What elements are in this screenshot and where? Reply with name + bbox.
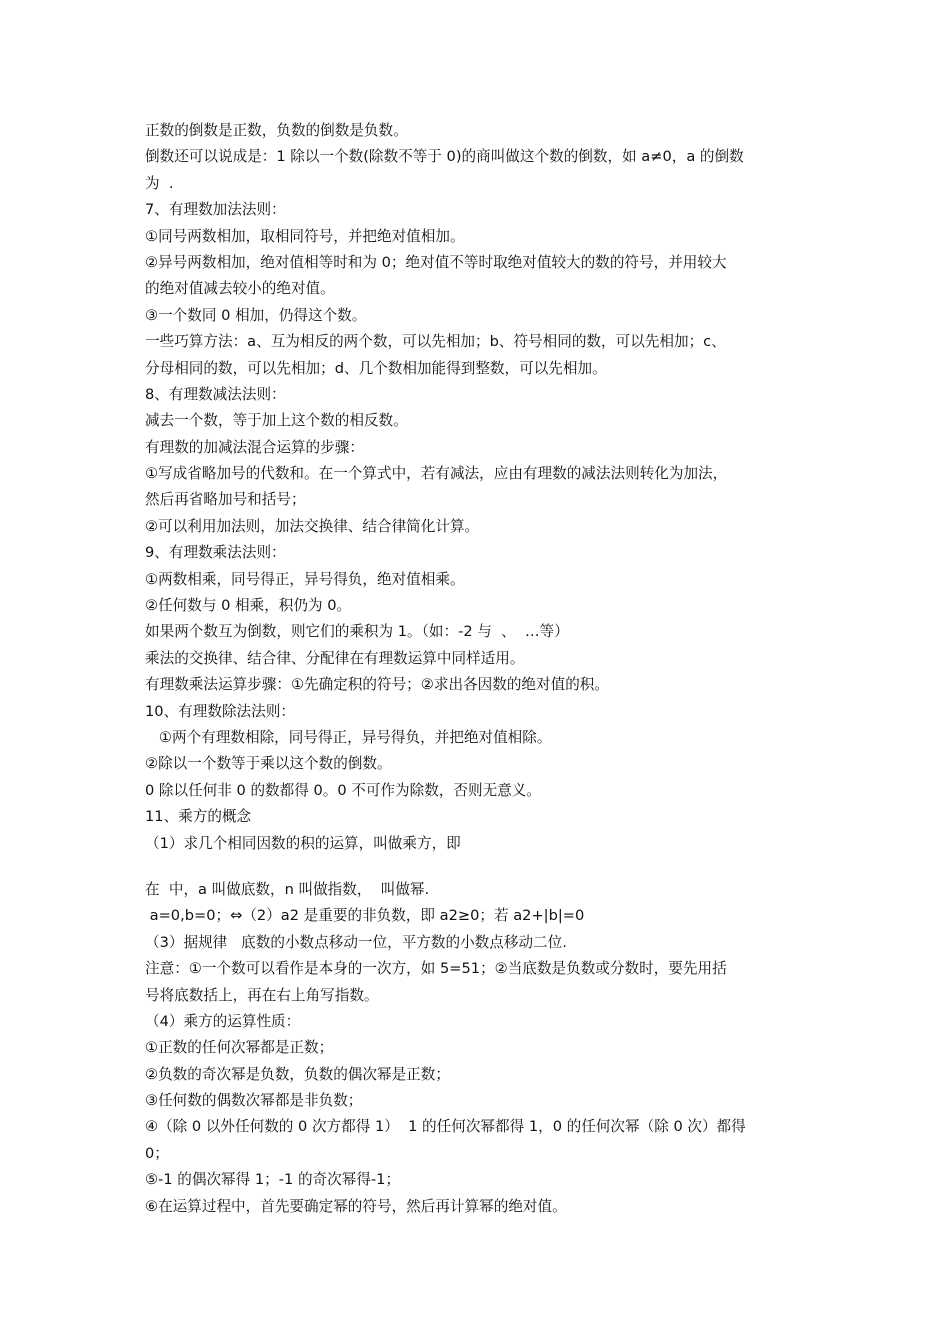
- section-heading: 10、有理数除法法则：: [145, 702, 295, 720]
- section-heading: 7、有理数加法法则：: [145, 201, 286, 219]
- section-heading: 8、有理数减法法则：: [145, 385, 286, 403]
- text-line: ②可以利用加法则，加法交换律、结合律简化计算。: [145, 517, 480, 535]
- text-line: 倒数还可以说成是：1 除以一个数(除数不等于 0)的商叫做这个数的倒数，如 a≠0，a 的倒数: [145, 148, 744, 166]
- text-line: ②任何数与 0 相乘，积仍为 0。: [145, 597, 352, 615]
- text-line: 分母相同的数，可以先相加；d、几个数相加能得到整数，可以先相加。: [145, 359, 607, 377]
- section-heading: 9、有理数乘法法则：: [145, 544, 286, 562]
- section-heading: 11、乘方的概念: [145, 808, 252, 826]
- text-line: 有理数的加减法混合运算的步骤：: [145, 438, 364, 456]
- text-line: 号将底数括上，再在右上角写指数。: [145, 986, 379, 1004]
- text-line: ④（除 0 以外任何数的 0 次方都得 1） 1 的任何次幂都得 1，0 的任何次幂（除 0 次）都得: [145, 1118, 746, 1136]
- document-body: [145, 118, 813, 1220]
- text-line: 0；: [145, 1144, 169, 1162]
- text-line: ①正数的任何次幂都是正数；: [145, 1039, 334, 1057]
- text-line: 0 除以任何非 0 的数都得 0。0 不可作为除数，否则无意义。: [145, 781, 541, 799]
- text-line: 如果两个数互为倒数，则它们的乘积为 1。（如：-2 与 、 …等）: [145, 623, 569, 641]
- text-line: ⑥在运算过程中，首先要确定幂的符号，然后再计算幂的绝对值。: [145, 1197, 567, 1215]
- text-line: ①两数相乘，同号得正，异号得负，绝对值相乘。: [145, 570, 465, 588]
- text-line: 的绝对值减去较小的绝对值。: [145, 280, 335, 298]
- text-line: 然后再省略加号和括号；: [145, 491, 306, 509]
- text-line: ②负数的奇次幂是负数，负数的偶次幂是正数；: [145, 1065, 450, 1083]
- text-line: 减去一个数，等于加上这个数的相反数。: [145, 412, 408, 430]
- text-line: ①同号两数相加，取相同符号，并把绝对值相加。: [145, 227, 465, 245]
- text-line: ②异号两数相加，绝对值相等时和为 0；绝对值不等时取绝对值较大的数的符号，并用较大: [145, 253, 727, 271]
- text-line: ③一个数同 0 相加，仍得这个数。: [145, 306, 367, 324]
- blank-line: [145, 857, 813, 877]
- text-line: 注意：①一个数可以看作是本身的一次方，如 5=51；②当底数是负数或分数时，要先用括: [145, 960, 727, 978]
- text-line: 乘法的交换律、结合律、分配律在有理数运算中同样适用。: [145, 649, 525, 667]
- text-line: 正数的倒数是正数，负数的倒数是负数。: [145, 122, 408, 139]
- text-line: （3）据规律 底数的小数点移动一位，平方数的小数点移动二位.: [145, 933, 567, 951]
- text-line: ⑤-1 的偶次幂得 1；-1 的奇次幂得-1；: [145, 1171, 401, 1189]
- text-line: ③任何数的偶数次幂都是非负数；: [145, 1092, 363, 1110]
- text-line: 在 中，a 叫做底数，n 叫做指数， 叫做幂.: [145, 880, 430, 898]
- text-line: （4）乘方的运算性质：: [145, 1012, 301, 1030]
- text-line: （1）求几个相同因数的积的运算，叫做乘方，即: [145, 834, 461, 852]
- text-line: ②除以一个数等于乘以这个数的倒数。: [145, 755, 392, 773]
- text-line: 有理数乘法运算步骤：①先确定积的符号；②求出各因数的绝对值的积。: [145, 676, 609, 694]
- text-line: ①两个有理数相除，同号得正，异号得负，并把绝对值相除。: [145, 728, 552, 746]
- text-line: 一些巧算方法：a、互为相反的两个数，可以先相加；b、符号相同的数，可以先相加；c、: [145, 333, 726, 351]
- text-line: a=0,b=0；⇔（2）a2 是重要的非负数，即 a2≥0；若 a2+|b|=0: [145, 907, 585, 925]
- text-line: ①写成省略加号的代数和。在一个算式中，若有减法，应由有理数的减法法则转化为加法，: [145, 465, 728, 483]
- text-line: 为 .: [145, 174, 174, 192]
